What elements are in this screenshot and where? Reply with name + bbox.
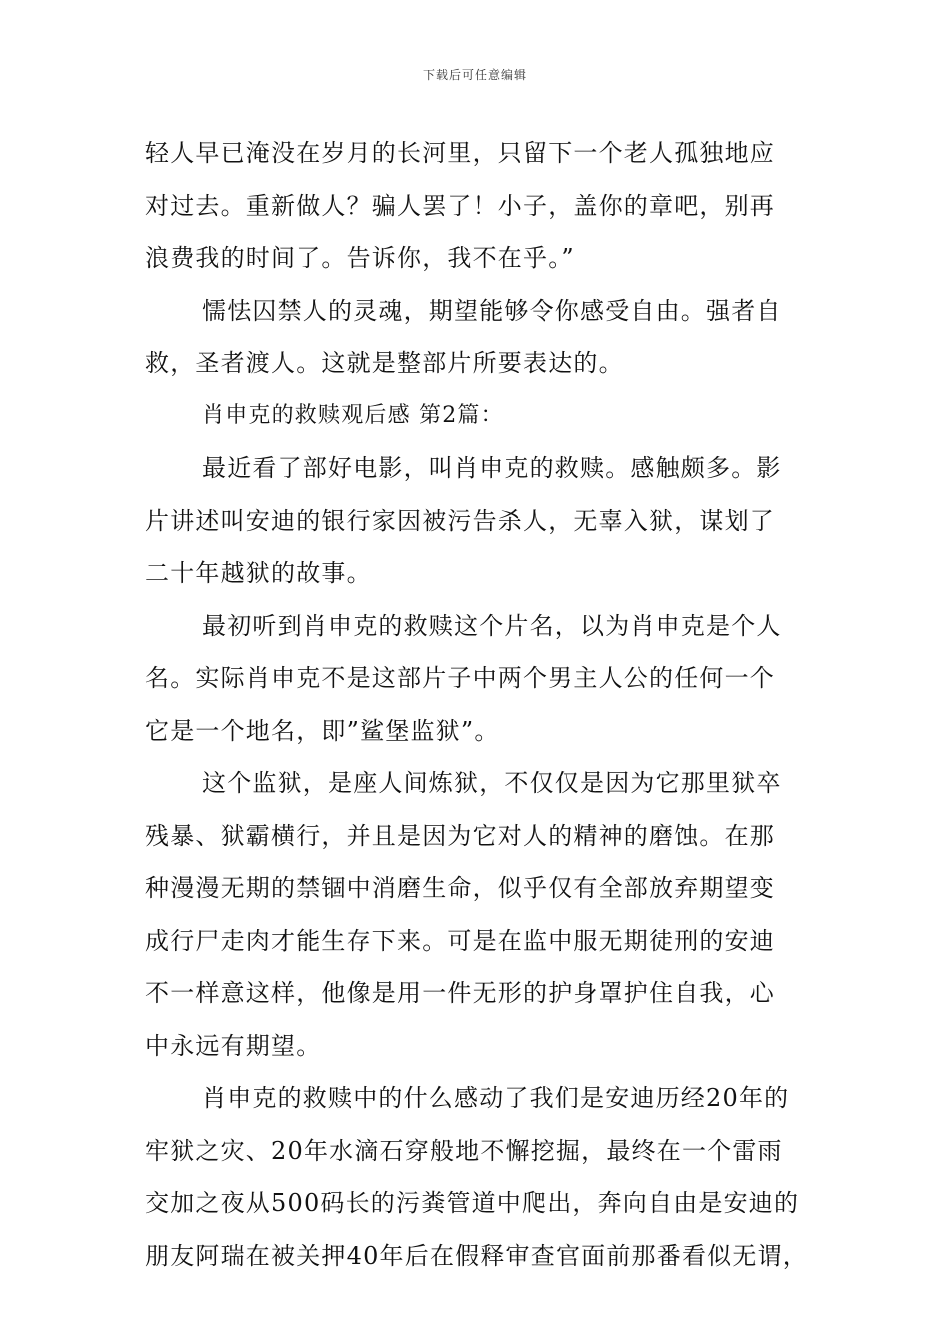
text-line: 交加之夜从500码长的污粪管道中爬出，奔向自由是安迪的 (145, 1189, 800, 1217)
text-line: 名。实际肖申克不是这部片子中两个男主人公的任何一个 (145, 664, 775, 692)
text-line: 朋友阿瑞在被关押40年后在假释审查官面前那番看似无谓， (145, 1241, 808, 1270)
paragraph-first-line: 懦怯囚禁人的灵魂，期望能够令你感受自由。强者自 (202, 296, 782, 325)
paragraph-first-line: 最初听到肖申克的救赎这个片名，以为肖申克是个人 (202, 611, 782, 640)
paragraph-first-line: 肖申克的救赎中的什么感动了我们是安迪历经20年的 (202, 1084, 790, 1112)
text-line: 成行尸走肉才能生存下来。可是在监中服无期徒刑的安迪 (145, 926, 775, 955)
text-line: 片讲述叫安迪的银行家因被污告杀人，无辜入狱，谋划了 (145, 506, 775, 535)
text-line: 牢狱之灾、20年水滴石穿般地不懈挖掘，最终在一个雷雨 (145, 1136, 783, 1165)
text-line: 不一样意这样，他像是用一件无形的护身罩护住自我，心 (145, 979, 775, 1007)
page-header: 下载后可任意编辑 (422, 68, 527, 82)
text-line: 残暴、狱霸横行，并且是因为它对人的精神的磨蚀。在那 (145, 821, 775, 850)
text-line: 轻人早已淹没在岁月的长河里，只留下一个老人孤独地应 (145, 139, 775, 167)
text-line: 二十年越狱的故事。 (145, 559, 372, 587)
text-line: 对过去。重新做人？骗人罢了！小子，盖你的章吧，别再 (145, 191, 775, 220)
text-line: 中永远有期望。 (145, 1031, 322, 1060)
document-body (145, 127, 815, 1282)
section-heading: 肖申克的救赎观后感 第2篇： (202, 402, 504, 428)
paragraph-first-line: 这个监狱，是座人间炼狱，不仅仅是因为它那里狱卒 (202, 769, 782, 797)
text-line: 种漫漫无期的禁锢中消磨生命，似乎仅有全部放弃期望变 (145, 874, 775, 902)
paragraph-first-line: 最近看了部好电影，叫肖申克的救赎。感触颇多。影 (202, 454, 782, 482)
text-line: 浪费我的时间了。告诉你，我不在乎。” (145, 244, 575, 272)
text-line: 救，圣者渡人。这就是整部片所要表达的。 (145, 349, 624, 377)
text-line: 它是一个地名，即”鲨堡监狱”。 (145, 716, 500, 745)
